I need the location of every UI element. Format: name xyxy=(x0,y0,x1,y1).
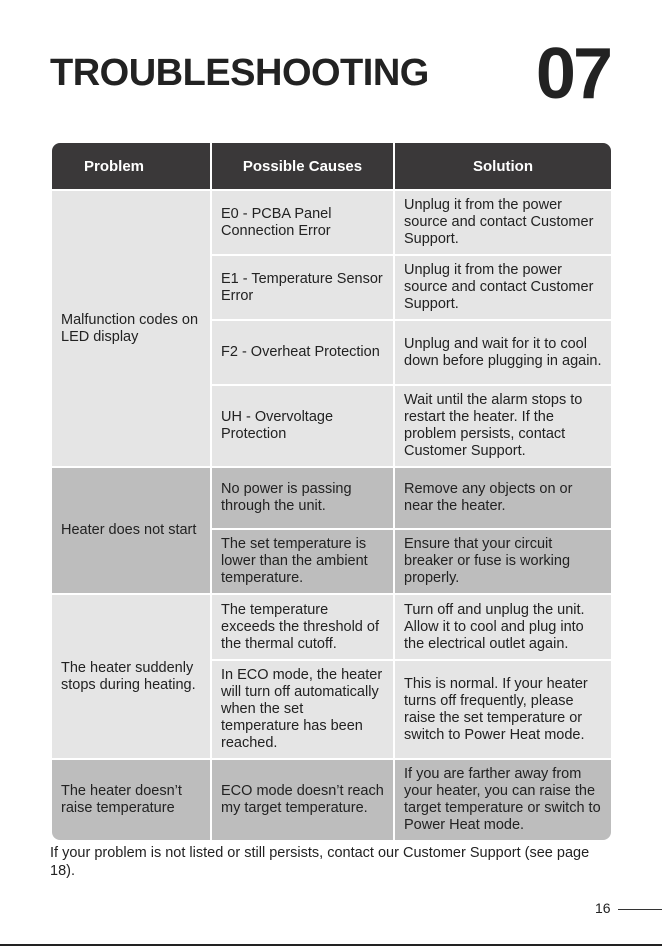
cause-cell: The set temperature is lower than the ambient temperature. xyxy=(212,530,393,593)
cause-cell: E1 - Temperature Sensor Error xyxy=(212,256,393,319)
header-solution: Solution xyxy=(395,143,611,189)
table-row xyxy=(52,191,611,254)
problem-cell: The heater suddenly stops during heating. xyxy=(52,595,210,758)
solution-cell: If you are farther away from your heater, you can raise the target temperature or switch to Power Heat mode. xyxy=(395,760,611,840)
header-problem: Problem xyxy=(52,143,210,189)
cause-cell: In ECO mode, the heater will turn off automatically when the set temperature has been reached. xyxy=(212,661,393,758)
table-row xyxy=(52,468,611,528)
table-header-row xyxy=(52,143,611,189)
table-row xyxy=(52,760,611,840)
chapter-number: 07 xyxy=(535,34,610,114)
header-possible-causes: Possible Causes xyxy=(212,143,393,189)
page-number-rule xyxy=(618,909,662,910)
solution-cell: This is normal. If your heater turns off frequently, please raise the set temperature or switch to Power Heat mode. xyxy=(395,661,611,758)
table-row xyxy=(52,595,611,659)
solution-cell: Unplug and wait for it to cool down before plugging in again. xyxy=(395,321,611,384)
cause-cell: E0 - PCBA Panel Connection Error xyxy=(212,191,393,254)
cause-cell: No power is passing through the unit. xyxy=(212,468,393,528)
solution-cell: Wait until the alarm stops to restart the heater. If the problem persists, contact Customer Support. xyxy=(395,386,611,466)
solution-cell: Ensure that your circuit breaker or fuse is working properly. xyxy=(395,530,611,593)
cause-cell: F2 - Overheat Protection xyxy=(212,321,393,384)
cause-cell: UH - Overvoltage Protection xyxy=(212,386,393,466)
solution-cell: Unplug it from the power source and contact Customer Support. xyxy=(395,191,611,254)
problem-cell: The heater doesn’t raise temperature xyxy=(52,760,210,840)
problem-cell: Heater does not start xyxy=(52,468,210,593)
page-number: 16 xyxy=(595,900,611,916)
troubleshooting-table xyxy=(50,141,613,842)
cause-cell: ECO mode doesn’t reach my target temperature. xyxy=(212,760,393,840)
cause-cell: The temperature exceeds the threshold of the thermal cutoff. xyxy=(212,595,393,659)
page-title: TROUBLESHOOTING xyxy=(50,52,429,94)
solution-cell: Unplug it from the power source and contact Customer Support. xyxy=(395,256,611,319)
solution-cell: Turn off and unplug the unit. Allow it to cool and plug into the electrical outlet again. xyxy=(395,595,611,659)
solution-cell: Remove any objects on or near the heater. xyxy=(395,468,611,528)
problem-cell: Malfunction codes on LED display xyxy=(52,191,210,466)
footer-note: If your problem is not listed or still persists, contact our Customer Support (see page 18). xyxy=(50,845,590,879)
